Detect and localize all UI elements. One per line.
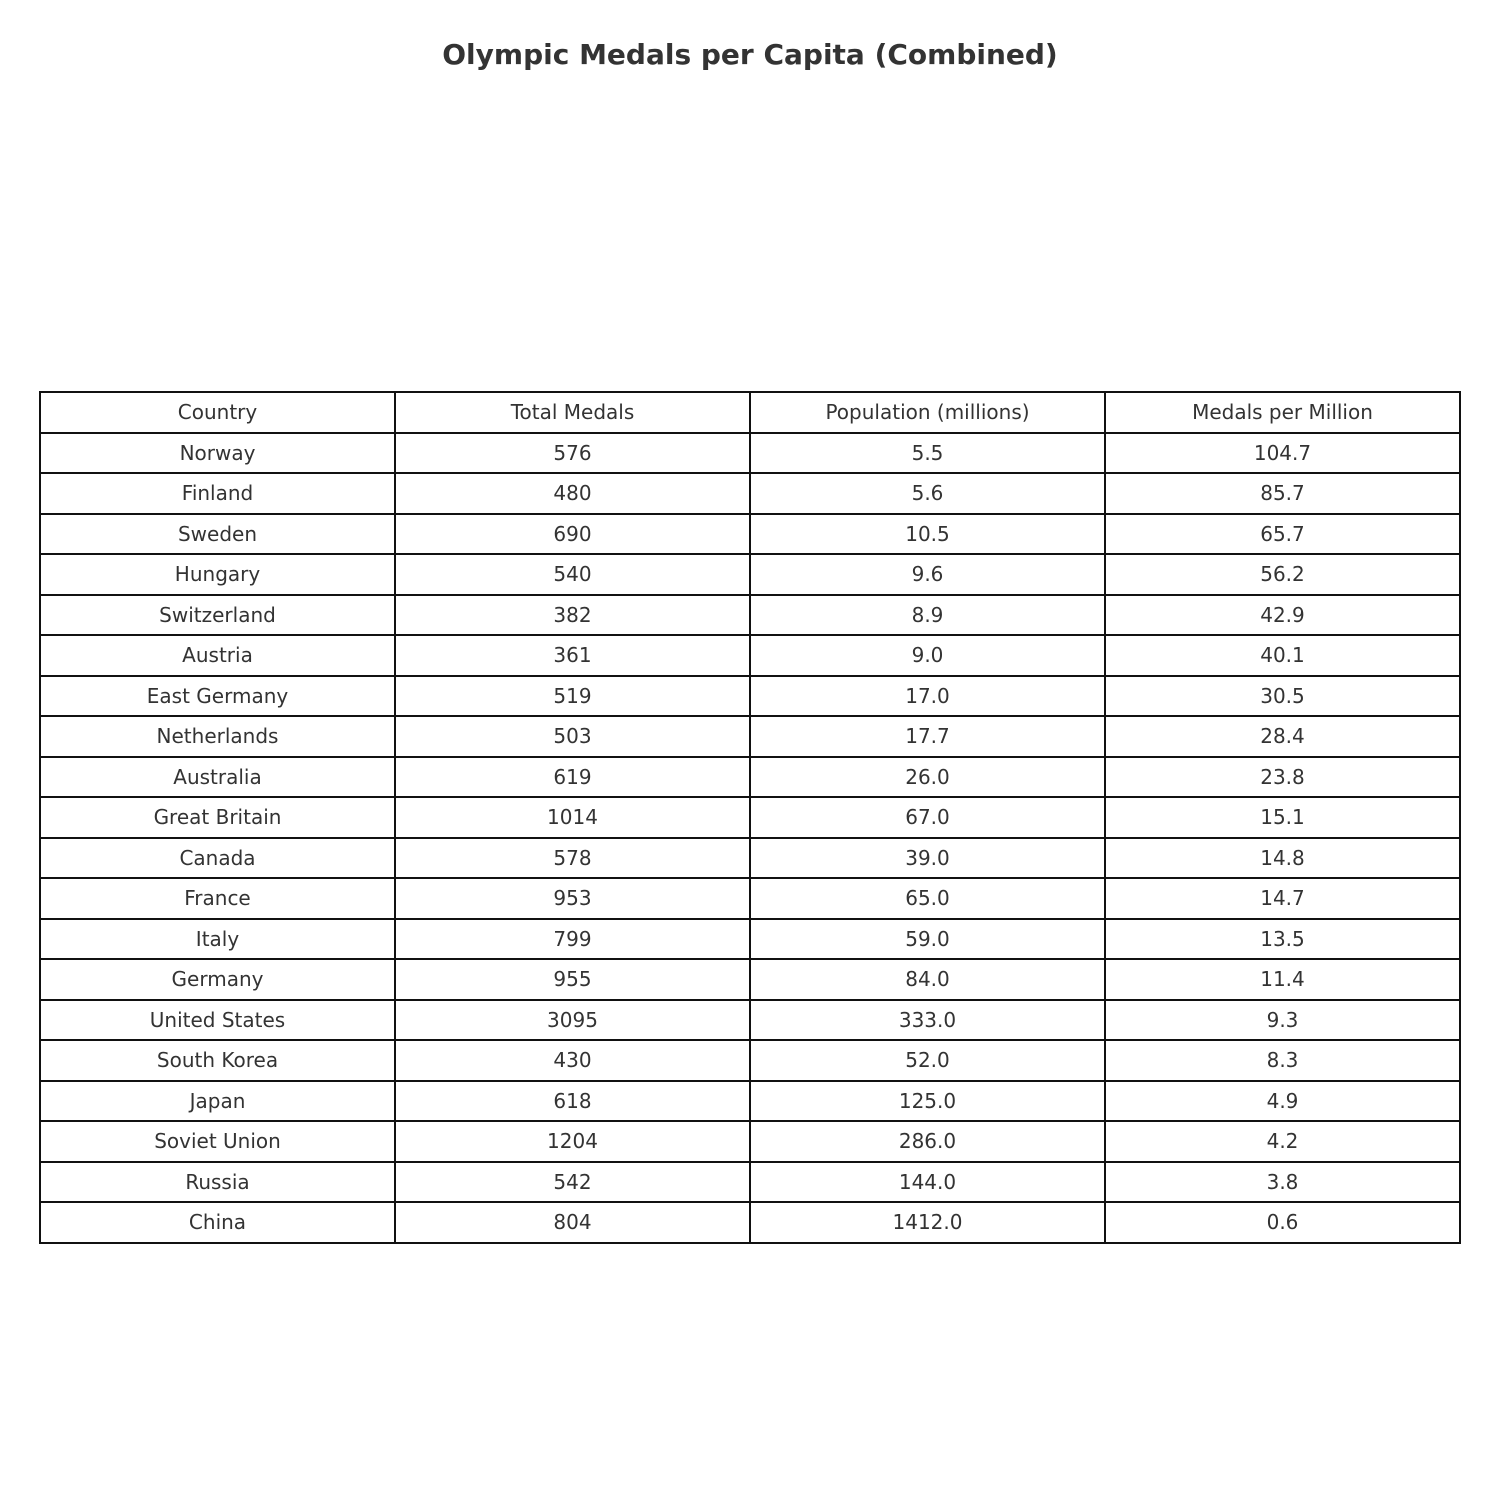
cell-country: Italy: [40, 919, 395, 960]
medal-table: [39, 391, 1461, 1244]
cell-total-medals: 955: [395, 959, 750, 1000]
table-row: [40, 1121, 1460, 1162]
table-row: [40, 676, 1460, 717]
cell-population: 125.0: [750, 1081, 1105, 1122]
cell-country: East Germany: [40, 676, 395, 717]
cell-total-medals: 519: [395, 676, 750, 717]
cell-total-medals: 540: [395, 554, 750, 595]
cell-medals-per-million: 30.5: [1105, 676, 1460, 717]
cell-medals-per-million: 3.8: [1105, 1162, 1460, 1203]
cell-population: 8.9: [750, 595, 1105, 636]
cell-total-medals: 799: [395, 919, 750, 960]
cell-population: 144.0: [750, 1162, 1105, 1203]
table-row: [40, 433, 1460, 474]
table-row: [40, 716, 1460, 757]
cell-total-medals: 804: [395, 1202, 750, 1243]
cell-population: 84.0: [750, 959, 1105, 1000]
cell-total-medals: 953: [395, 878, 750, 919]
table-row: [40, 878, 1460, 919]
cell-country: Hungary: [40, 554, 395, 595]
table-row: [40, 514, 1460, 555]
cell-population: 59.0: [750, 919, 1105, 960]
cell-population: 286.0: [750, 1121, 1105, 1162]
cell-country: Germany: [40, 959, 395, 1000]
table-row: [40, 1040, 1460, 1081]
table-row: [40, 1202, 1460, 1243]
cell-population: 5.5: [750, 433, 1105, 474]
table-row: [40, 554, 1460, 595]
cell-population: 10.5: [750, 514, 1105, 555]
cell-population: 9.6: [750, 554, 1105, 595]
cell-total-medals: 1014: [395, 797, 750, 838]
header-total-medals: Total Medals: [395, 392, 750, 433]
cell-population: 17.7: [750, 716, 1105, 757]
cell-medals-per-million: 4.9: [1105, 1081, 1460, 1122]
table-row: [40, 473, 1460, 514]
cell-population: 9.0: [750, 635, 1105, 676]
cell-medals-per-million: 11.4: [1105, 959, 1460, 1000]
cell-medals-per-million: 13.5: [1105, 919, 1460, 960]
cell-population: 26.0: [750, 757, 1105, 798]
cell-country: France: [40, 878, 395, 919]
table-row: [40, 959, 1460, 1000]
cell-country: Russia: [40, 1162, 395, 1203]
cell-country: Australia: [40, 757, 395, 798]
cell-medals-per-million: 14.7: [1105, 878, 1460, 919]
cell-total-medals: 1204: [395, 1121, 750, 1162]
cell-medals-per-million: 40.1: [1105, 635, 1460, 676]
table-row: [40, 919, 1460, 960]
header-medals-per-million: Medals per Million: [1105, 392, 1460, 433]
cell-country: Canada: [40, 838, 395, 879]
header-country: Country: [40, 392, 395, 433]
cell-medals-per-million: 85.7: [1105, 473, 1460, 514]
cell-medals-per-million: 56.2: [1105, 554, 1460, 595]
table-row: [40, 797, 1460, 838]
cell-medals-per-million: 42.9: [1105, 595, 1460, 636]
table-body: [40, 433, 1460, 1243]
table-row: [40, 1000, 1460, 1041]
cell-medals-per-million: 8.3: [1105, 1040, 1460, 1081]
cell-population: 65.0: [750, 878, 1105, 919]
table-row: [40, 757, 1460, 798]
cell-total-medals: 618: [395, 1081, 750, 1122]
cell-country: Sweden: [40, 514, 395, 555]
cell-total-medals: 542: [395, 1162, 750, 1203]
cell-country: United States: [40, 1000, 395, 1041]
cell-medals-per-million: 4.2: [1105, 1121, 1460, 1162]
table-row: [40, 595, 1460, 636]
cell-country: Switzerland: [40, 595, 395, 636]
table-row: [40, 635, 1460, 676]
cell-medals-per-million: 9.3: [1105, 1000, 1460, 1041]
cell-population: 67.0: [750, 797, 1105, 838]
table-row: [40, 1162, 1460, 1203]
cell-total-medals: 576: [395, 433, 750, 474]
cell-total-medals: 382: [395, 595, 750, 636]
cell-total-medals: 430: [395, 1040, 750, 1081]
cell-total-medals: 578: [395, 838, 750, 879]
header-row: [40, 392, 1460, 433]
cell-population: 333.0: [750, 1000, 1105, 1041]
cell-country: Finland: [40, 473, 395, 514]
cell-population: 39.0: [750, 838, 1105, 879]
cell-total-medals: 480: [395, 473, 750, 514]
cell-country: South Korea: [40, 1040, 395, 1081]
cell-country: Norway: [40, 433, 395, 474]
cell-medals-per-million: 15.1: [1105, 797, 1460, 838]
cell-population: 52.0: [750, 1040, 1105, 1081]
cell-total-medals: 619: [395, 757, 750, 798]
cell-medals-per-million: 104.7: [1105, 433, 1460, 474]
cell-total-medals: 3095: [395, 1000, 750, 1041]
cell-country: Austria: [40, 635, 395, 676]
cell-total-medals: 503: [395, 716, 750, 757]
cell-population: 1412.0: [750, 1202, 1105, 1243]
cell-medals-per-million: 0.6: [1105, 1202, 1460, 1243]
header-population: Population (millions): [750, 392, 1105, 433]
cell-total-medals: 690: [395, 514, 750, 555]
cell-country: Netherlands: [40, 716, 395, 757]
cell-medals-per-million: 65.7: [1105, 514, 1460, 555]
table-row: [40, 838, 1460, 879]
cell-country: Great Britain: [40, 797, 395, 838]
table-row: [40, 1081, 1460, 1122]
cell-medals-per-million: 14.8: [1105, 838, 1460, 879]
cell-country: Japan: [40, 1081, 395, 1122]
cell-total-medals: 361: [395, 635, 750, 676]
cell-country: Soviet Union: [40, 1121, 395, 1162]
cell-medals-per-million: 23.8: [1105, 757, 1460, 798]
chart-title: Olympic Medals per Capita (Combined): [442, 38, 1058, 71]
cell-population: 17.0: [750, 676, 1105, 717]
cell-population: 5.6: [750, 473, 1105, 514]
cell-medals-per-million: 28.4: [1105, 716, 1460, 757]
cell-country: China: [40, 1202, 395, 1243]
